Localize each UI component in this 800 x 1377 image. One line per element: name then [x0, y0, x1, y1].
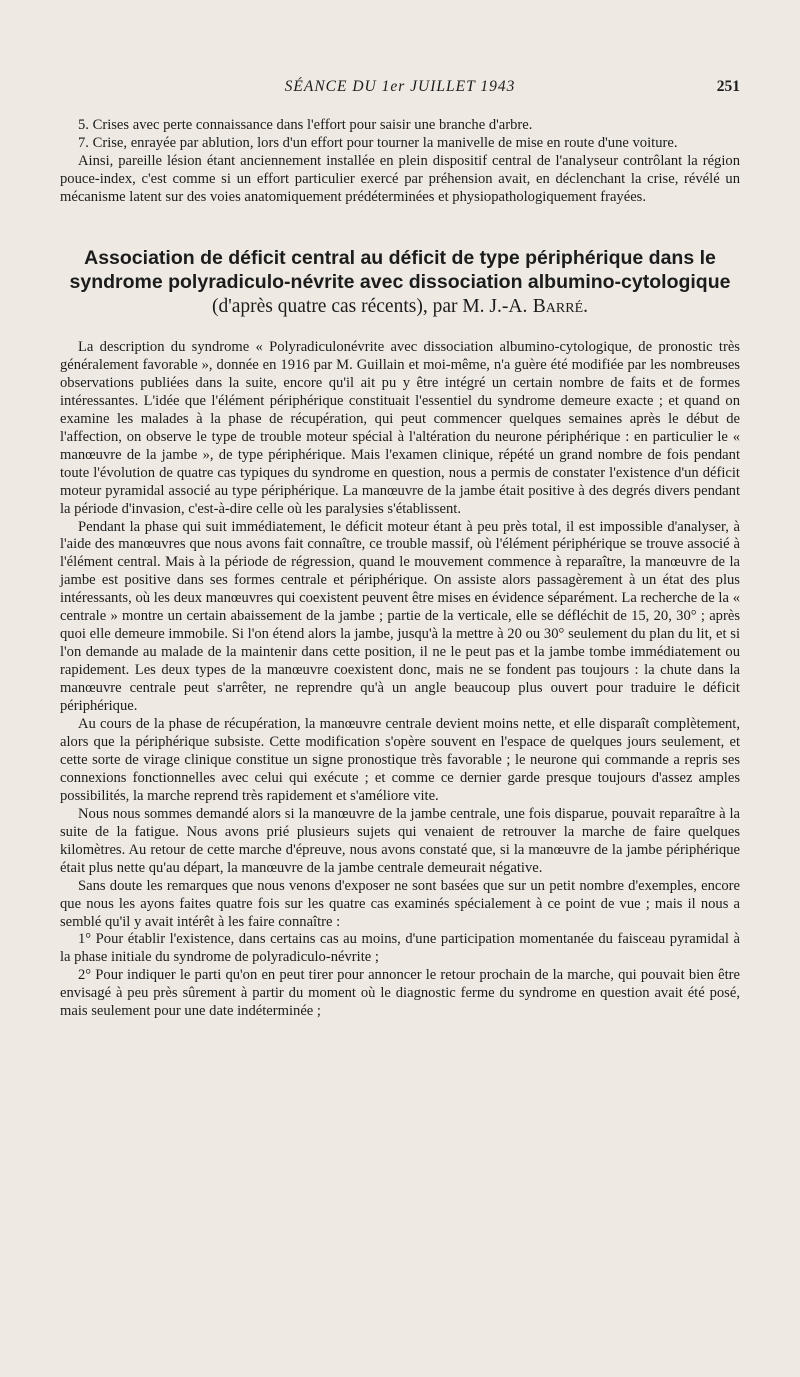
paragraph: 2° Pour indiquer le parti qu'on en peut tirer pour annoncer le retour prochain de la marche, qui pouvait bien être envisagé à peu près sûrement à partir du moment où le diagnostic ferme du syndrome en question avait été posé, mais seulement pour une date indéterminée ; [60, 967, 740, 1020]
previous-article-end [60, 116, 740, 206]
journal-page [60, 78, 740, 1021]
paragraph: Sans doute les remarques que nous venons d'exposer ne sont basées que sur un petit nombre d'exemples, encore que nous les ayons faites quatre fois sur les quatre cas examinés spécialement à ce point de vue ; mais il nous a semblé qu'il y avait intérêt à les faire connaître : [60, 877, 740, 930]
running-title: SÉANCE DU 1er JUILLET 1943 [284, 78, 516, 95]
paragraph: Pendant la phase qui suit immédiatement, le déficit moteur étant à peu près total, il est impossible d'analyser, à l'aide des manœuvres que nous avons fait connaître, ce trouble massif, où l'élément périphérique se trouve associé à l'élément central. Mais à la période de régression, quand le mouvement commence à reparaître, la manœuvre de la jambe est positive dans ses formes centrale et périphérique. On assiste alors passagèrement à un état des plus intéressants, où les deux manœuvres qui coexistent peuvent être mises en évidence séparément. La recherche de la « centrale » montre un certain abaissement de la jambe ; partie de la verticale, elle se défléchit de 15, 20, 30° ; après quoi elle demeure immobile. Si l'on étend alors la jambe, jusqu'à la mettre à 20 ou 30° seulement du plan du lit, et si l'on demande au malade de la maintenir dans cette position, il ne le peut pas et la jambe tombe immédiatement ou rapidement. Les deux types de la manœuvre coexistent donc, mais ne se fondent pas toujours : la chute dans la manœuvre centrale peut s'arrêter, ne reprendre qu'à un angle beaucoup plus ouvert pour traduire le déficit périphérique. [60, 518, 740, 715]
article-title-block [60, 246, 740, 319]
article-body [60, 339, 740, 1021]
paragraph: Au cours de la phase de récupération, la manœuvre centrale devient moins nette, et elle disparaît complètement, alors que la périphérique subsiste. Cette modification s'opère souvent en l'espace de quelques jours seulement, et cette sorte de virage clinique constitue un signe pronostique très favorable ; le neurone qui commande a repris ses connexions fonctionnelles avec celui qui exécute ; et comme ce dernier garde presque toujours d'assez amples possibilités, la marche reprend très rapidement et s'améliore vite. [60, 716, 740, 804]
paragraph: Nous nous sommes demandé alors si la manœuvre de la jambe centrale, une fois disparue, pouvait reparaître à la suite de la fatigue. Nous avons prié plusieurs sujets qui venaient de retrouver la marche de faire quelques kilomètres. Au retour de cette marche d'épreuve, nous avons constaté que, si la manœuvre de la jambe périphérique était plus nette qu'au départ, la manœuvre de la jambe centrale demeurait négative. [60, 805, 740, 876]
paragraph: 5. Crises avec perte connaissance dans l'effort pour saisir une branche d'arbre. [78, 117, 533, 133]
page-number: 251 [716, 78, 740, 95]
article-author: Barré. [532, 296, 589, 317]
paragraph: Ainsi, pareille lésion étant anciennement installée en plein dispositif central de l'analyseur contrôlant la région pouce-index, c'est comme si un effort particulier exercé par préhension avait, en déclenchant la crise, révélé un mécanisme latent sur des voies anatomiquement prédéterminées et physiopathologiquement frayées. [60, 153, 740, 205]
article-title: Association de déficit central au déficit de type périphérique dans le syndrome polyradiculo-névrite avec dissociation albumino-cytologique [69, 247, 731, 293]
paragraph: 1° Pour établir l'existence, dans certains cas au moins, d'une participation momentanée du faisceau pyramidal à la phase initiale du syndrome de polyradiculo-névrite ; [60, 931, 740, 966]
paragraph: La description du syndrome « Polyradiculonévrite avec dissociation albumino-cytologique, de pronostic très généralement favorable », donnée en 1916 par M. Guillain et moi-même, n'a guère été modifiée par les nombreuses observations publiées dans la suite, encore qu'il ait pu y être intégré un certain nombre de faits et de formes intéressantes. L'idée que l'élément périphérique constituait l'essentiel du syndrome demeure exacte ; et quand on examine les malades à la phase de récupération, qui peut commencer quelques semaines après le début de l'affection, on observe le type de trouble moteur spécial à l'altération du neurone périphérique : en particulier le « manœuvre de la jambe », de type périphérique. Mais l'examen clinique, répété un grand nombre de fois pendant toute l'évolution de quatre cas typiques du syndrome en question, nous a permis de constater l'existence d'un déficit moteur pyramidal associé au type périphérique. La manœuvre de la jambe était positive à des degrés divers pendant la période d'invasion, c'est-à-dire celle où les paralysies s'établissent. [60, 339, 740, 517]
article-subtitle: (d'après quatre cas récents), par M. J.-A. [211, 296, 528, 317]
paragraph: 7. Crise, enrayée par ablution, lors d'un effort pour tourner la manivelle de mise en route d'une voiture. [78, 135, 678, 151]
page-header [60, 78, 740, 100]
